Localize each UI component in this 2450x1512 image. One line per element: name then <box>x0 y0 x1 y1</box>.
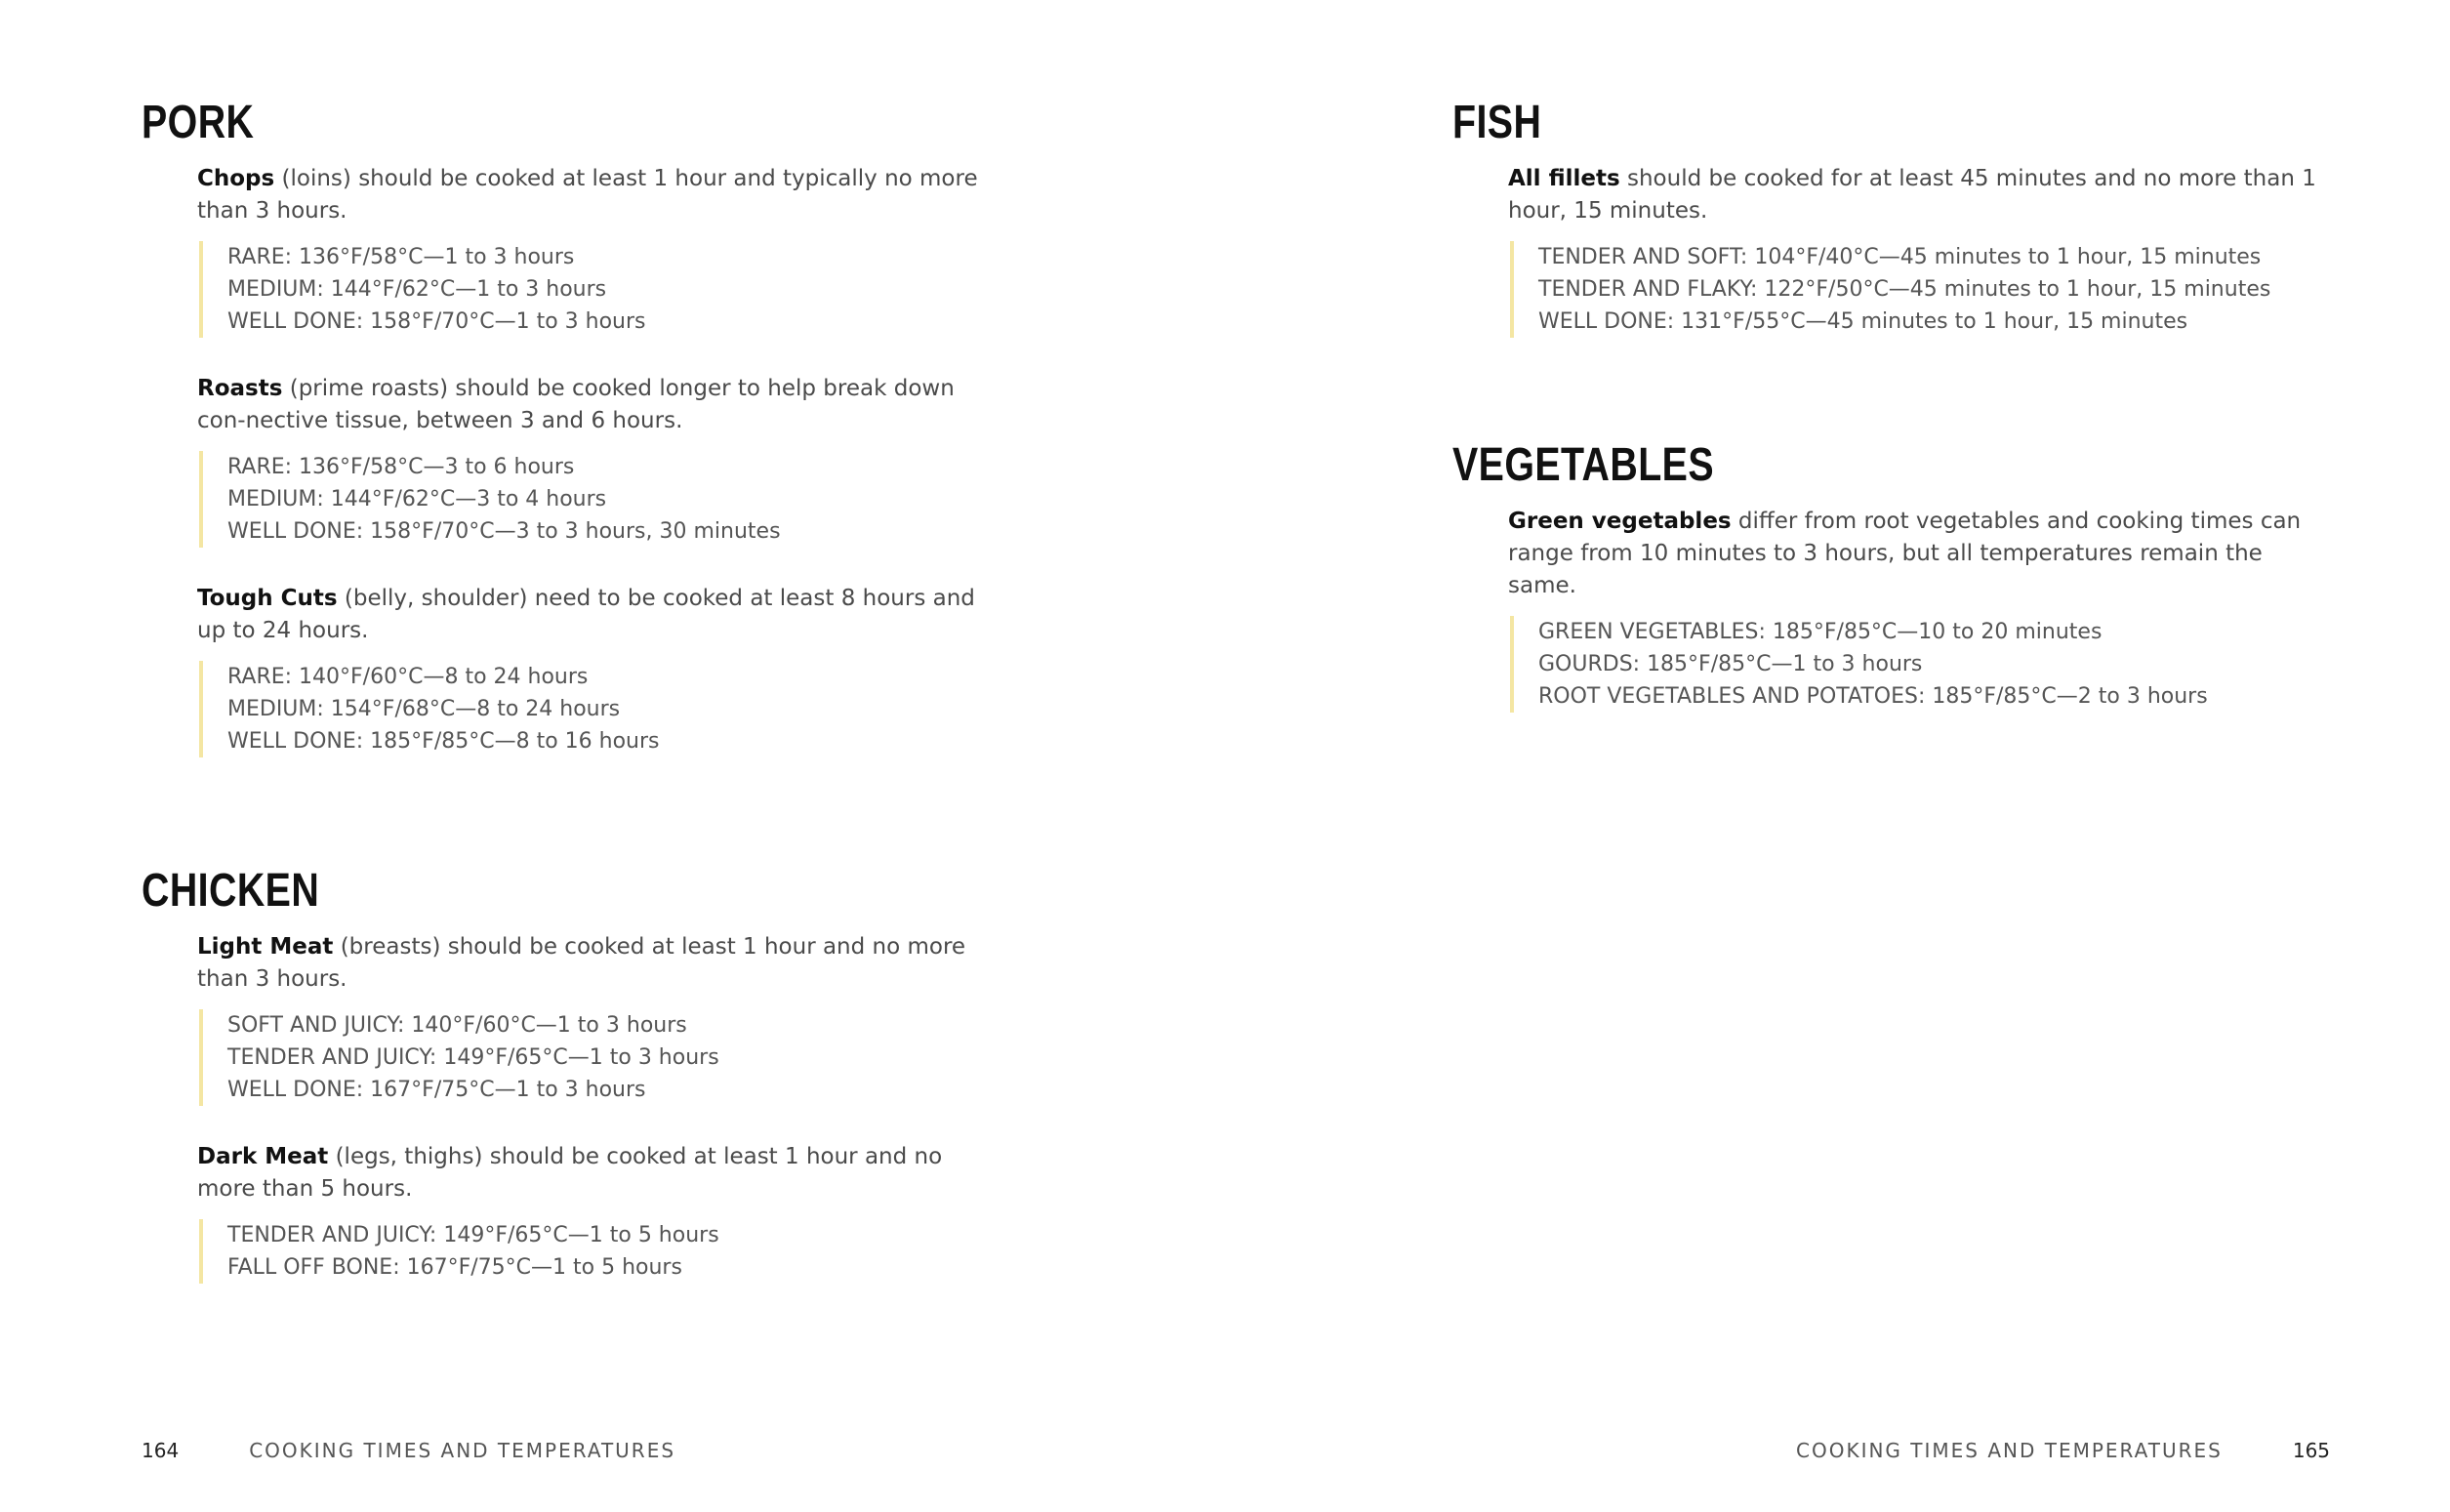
cut-text: differ from root vegetables and cooking times can range from 10 minutes to 3 hours, but all temperatures remain the same. <box>1508 508 2302 598</box>
running-head: COOKING TIMES AND TEMPERATURES <box>249 1439 676 1462</box>
page-number: 164 <box>142 1439 180 1462</box>
cut-description <box>197 1141 1007 1206</box>
temperature-line: WELL DONE: 167°F/75°C—1 to 3 hours <box>227 1077 646 1102</box>
cut-name: Green vegetables <box>1508 508 1732 534</box>
temperature-line: WELL DONE: 131°F/55°C—45 minutes to 1 hour, 15 minutes <box>1538 308 2188 334</box>
cut-item-light-meat <box>142 931 1020 1106</box>
right-footer <box>1796 1439 2330 1462</box>
cut-item-all-fillets <box>1452 163 2331 338</box>
temperature-line: RARE: 136°F/58°C—1 to 3 hours <box>227 244 575 269</box>
cut-text: (prime roasts) should be cooked longer to help break down con-nective tissue, between 3 and 6 hours. <box>197 375 955 433</box>
temperature-list <box>199 1009 1020 1106</box>
cut-description <box>197 373 1007 437</box>
running-head: COOKING TIMES AND TEMPERATURES <box>1796 1439 2223 1462</box>
temperature-line: RARE: 136°F/58°C—3 to 6 hours <box>227 454 575 479</box>
temperature-line: GOURDS: 185°F/85°C—1 to 3 hours <box>1538 651 1923 676</box>
cut-item-tough-cuts <box>142 583 1020 757</box>
temperature-line: ROOT VEGETABLES AND POTATOES: 185°F/85°C—2 to 3 hours <box>1538 683 2208 709</box>
temperature-list <box>199 241 1020 338</box>
temperature-line: TENDER AND FLAKY: 122°F/50°C—45 minutes to 1 hour, 15 minutes <box>1538 276 2271 302</box>
cut-item-dark-meat <box>142 1141 1020 1284</box>
temperature-line: MEDIUM: 144°F/62°C—3 to 4 hours <box>227 486 607 511</box>
page-number: 165 <box>2292 1439 2331 1462</box>
temperature-line: MEDIUM: 144°F/62°C—1 to 3 hours <box>227 276 607 302</box>
section-title: PORK <box>142 97 255 148</box>
temperature-line: MEDIUM: 154°F/68°C—8 to 24 hours <box>227 696 621 721</box>
cut-name: All fillets <box>1508 165 1620 191</box>
cut-text: (belly, shoulder) need to be cooked at least 8 hours and up to 24 hours. <box>197 585 975 643</box>
cut-description <box>197 931 1007 996</box>
cut-description <box>1508 163 2318 227</box>
left-footer <box>142 1439 675 1462</box>
temperature-line: GREEN VEGETABLES: 185°F/85°C—10 to 20 minutes <box>1538 619 2103 644</box>
temperature-line: WELL DONE: 185°F/85°C—8 to 16 hours <box>227 728 660 754</box>
cut-item-roasts <box>142 373 1020 548</box>
section-chicken <box>142 866 1020 1319</box>
cut-name: Dark Meat <box>197 1143 329 1169</box>
cut-name: Chops <box>197 165 275 191</box>
section-title: VEGETABLES <box>1452 439 1714 491</box>
section-fish <box>1452 98 2331 373</box>
cut-name: Tough Cuts <box>197 585 338 611</box>
temperature-line: TENDER AND JUICY: 149°F/65°C—1 to 3 hours <box>227 1044 719 1070</box>
temperature-line: TENDER AND SOFT: 104°F/40°C—45 minutes to 1 hour, 15 minutes <box>1538 244 2262 269</box>
temperature-list <box>1510 241 2331 338</box>
temperature-line: WELL DONE: 158°F/70°C—1 to 3 hours <box>227 308 646 334</box>
temperature-line: WELL DONE: 158°F/70°C—3 to 3 hours, 30 minutes <box>227 518 781 544</box>
temperature-list <box>1510 616 2331 713</box>
temperature-list <box>199 451 1020 548</box>
cut-text: (breasts) should be cooked at least 1 hour and no more than 3 hours. <box>197 933 966 992</box>
temperature-line: RARE: 140°F/60°C—8 to 24 hours <box>227 664 589 689</box>
section-pork <box>142 98 1020 793</box>
temperature-line: TENDER AND JUICY: 149°F/65°C—1 to 5 hours <box>227 1222 719 1247</box>
cut-description <box>197 583 1007 647</box>
cut-item-green-vegetables <box>1452 506 2331 713</box>
temperature-line: FALL OFF BONE: 167°F/75°C—1 to 5 hours <box>227 1254 682 1280</box>
cut-text: should be cooked for at least 45 minutes and no more than 1 hour, 15 minutes. <box>1508 165 2316 224</box>
cut-description <box>197 163 1007 227</box>
section-vegetables <box>1452 440 2331 748</box>
temperature-list <box>199 1219 1020 1284</box>
section-title: FISH <box>1452 97 1542 148</box>
cut-name: Light Meat <box>197 933 334 960</box>
section-title: CHICKEN <box>142 865 320 917</box>
temperature-list <box>199 661 1020 757</box>
cut-description <box>1508 506 2318 602</box>
cut-text: (loins) should be cooked at least 1 hour and typically no more than 3 hours. <box>197 165 978 224</box>
cut-item-chops <box>142 163 1020 338</box>
right-page <box>1225 0 2450 1512</box>
cut-name: Roasts <box>197 375 283 401</box>
cut-text: (legs, thighs) should be cooked at least 1 hour and no more than 5 hours. <box>197 1143 943 1202</box>
temperature-line: SOFT AND JUICY: 140°F/60°C—1 to 3 hours <box>227 1012 687 1038</box>
